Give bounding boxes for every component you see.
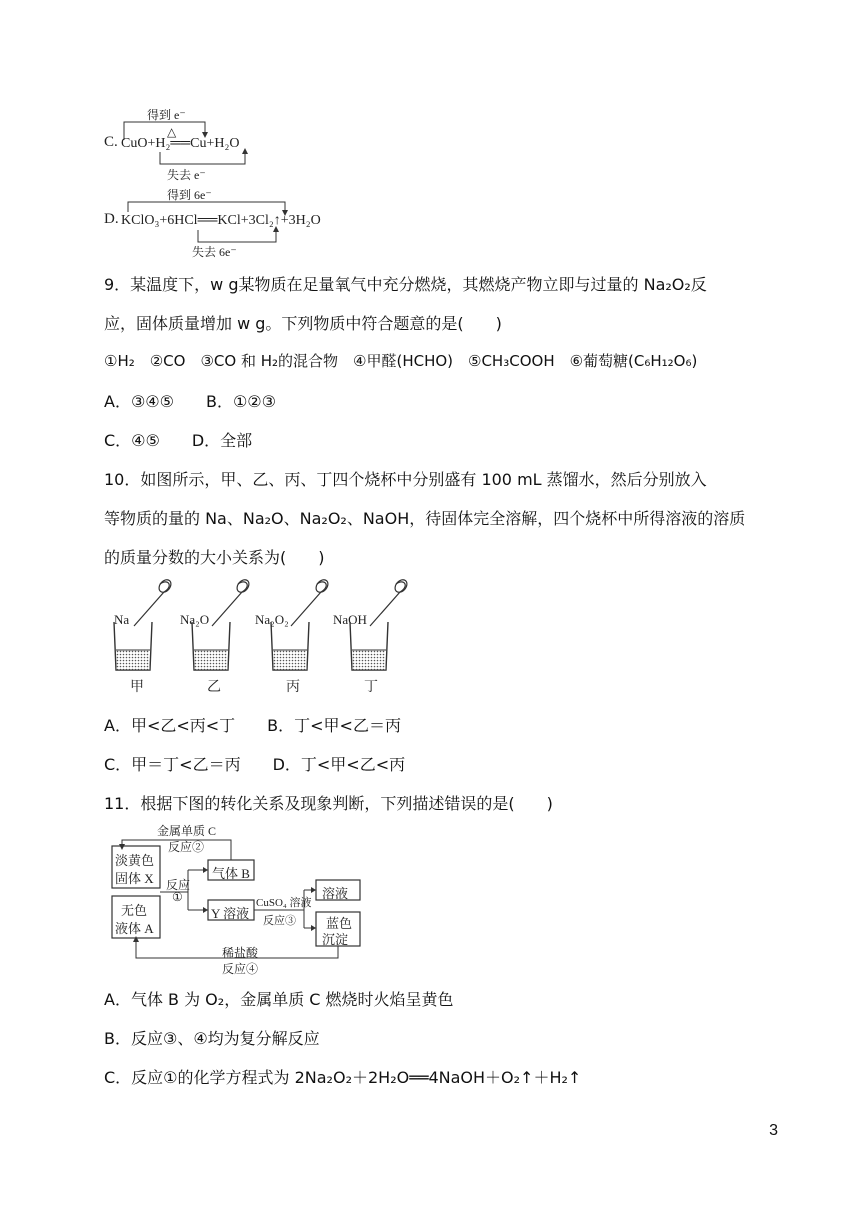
equation-d: KClO₃+6HCl══KCl+3Cl₂↑+3H₂O: [121, 213, 321, 228]
flow-box-a-2: 液体 A: [115, 921, 154, 936]
flow-dilute-hcl: 稀盐酸: [222, 946, 259, 960]
beaker-label: 丁: [364, 680, 378, 695]
q9-choice-cd: C．④⑤ D．全部: [104, 431, 253, 450]
beaker-substance: Na₂O₂: [255, 612, 289, 627]
flow-cuso4: CuSO₄ 溶液: [256, 897, 312, 909]
q11-choice-a: A．气体 B 为 O₂，金属单质 C 燃烧时火焰呈黄色: [104, 990, 454, 1009]
q9-choice-ab: A．③④⑤ B．①②③: [104, 392, 276, 411]
label-c: C.: [104, 134, 118, 150]
q9-options: ①H₂ ②CO ③CO 和 H₂的混合物 ④甲醛(HCHO) ⑤CH₃COOH ⑥葡萄糖(C₆H₁₂O₆): [104, 352, 698, 370]
flow-gas-b: 气体 B: [212, 866, 250, 881]
flow-sol-y: Y 溶液: [211, 906, 250, 921]
q10-choice-cd: C．甲＝丁<乙＝丙 D．丁<甲<乙<丙: [104, 755, 406, 774]
q10-line-1: 10．如图所示，甲、乙、丙、丁四个烧杯中分别盛有 100 mL 蒸馏水，然后分别放入: [104, 470, 707, 489]
beaker-substance: NaOH: [333, 612, 367, 627]
beaker-substance: Na: [114, 612, 130, 627]
page-number: 3: [769, 1122, 778, 1139]
q11-line-1: 11．根据下图的转化关系及现象判断，下列描述错误的是( ): [104, 794, 553, 813]
flow-solution: 溶液: [322, 886, 349, 901]
q9-line-2: 应，固体质量增加 w g。下列物质中符合题意的是( ): [104, 314, 502, 333]
flow-reaction-2: 反应②: [168, 840, 205, 854]
loss-label-c: 失去 e⁻: [167, 168, 206, 182]
flow-box-x-2: 固体 X: [115, 871, 154, 886]
q11-choice-b: B．反应③、④均为复分解反应: [104, 1029, 320, 1048]
flow-reaction-1: 反应: [166, 878, 191, 892]
loss-label-d: 失去 6e⁻: [192, 245, 237, 259]
beaker-substance: Na₂O: [180, 612, 210, 627]
equation-c: CuO+H₂══Cu+H₂O: [121, 136, 240, 151]
flow-box-a-1: 无色: [121, 903, 148, 918]
flow-reaction-3: 反应③: [263, 915, 296, 927]
flow-blue-1: 蓝色: [326, 916, 353, 931]
flow-metal-c: 金属单质 C: [157, 824, 217, 838]
flow-blue-2: 沉淀: [322, 932, 349, 947]
flow-reaction-4: 反应④: [222, 962, 259, 976]
label-d: D.: [104, 211, 119, 227]
q10-line-3: 的质量分数的大小关系为( ): [104, 548, 325, 567]
q10-choice-ab: A．甲<乙<丙<丁 B．丁<甲<乙＝丙: [104, 716, 401, 735]
beaker-label: 乙: [207, 680, 221, 695]
beaker-label: 丙: [286, 680, 300, 695]
gain-label-d: 得到 6e⁻: [167, 188, 212, 202]
heat-triangle: △: [167, 125, 177, 139]
flow-box-x-1: 淡黄色: [115, 853, 155, 868]
flow-reaction-1-num: ①: [172, 890, 183, 904]
q11-choice-c: C．反应①的化学方程式为 2Na₂O₂＋2H₂O══4NaOH＋O₂↑＋H₂↑: [104, 1068, 582, 1087]
q9-line-1: 9．某温度下，w g某物质在足量氧气中充分燃烧，其燃烧产物立即与过量的 Na₂O₂反: [104, 275, 707, 294]
q10-line-2: 等物质的量的 Na、Na₂O、Na₂O₂、NaOH，待固体完全溶解，四个烧杯中所得溶液的溶质: [104, 509, 746, 528]
gain-label-c: 得到 e⁻: [147, 108, 186, 122]
beaker-label: 甲: [130, 680, 144, 695]
